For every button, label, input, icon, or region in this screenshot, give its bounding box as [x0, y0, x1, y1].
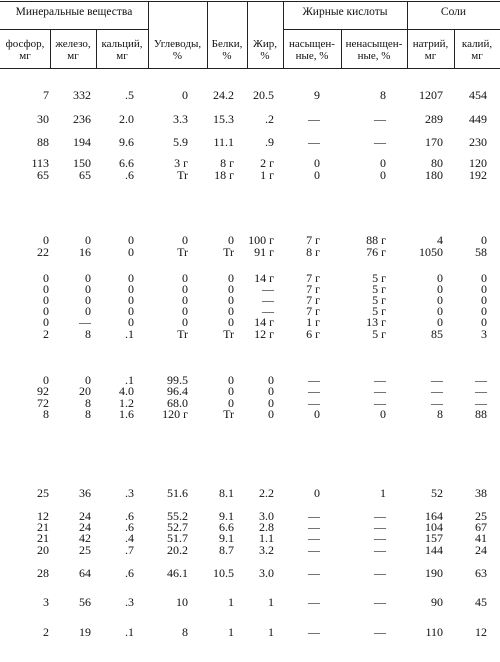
cell-fat: 1: [268, 625, 274, 639]
cell-protein: Tr: [223, 407, 234, 421]
cell-fat: 0: [268, 384, 274, 398]
cell-carbs: 20.2: [167, 543, 188, 557]
cell-iron: 19: [79, 625, 91, 639]
cell-fat: 3.2: [259, 543, 274, 557]
cell-fat: 14 г: [254, 315, 274, 329]
cell-unsaturated: —: [374, 595, 386, 609]
cell-iron: 8: [85, 327, 91, 341]
cell-unsaturated: —: [374, 531, 386, 545]
column-header-saturated: [283, 38, 341, 62]
cell-sodium: 0: [437, 271, 443, 285]
column-header-line: мг: [424, 50, 437, 62]
cell-unsaturated: —: [374, 520, 386, 534]
cell-fat: 91 г: [254, 245, 274, 259]
cell-carbs: 51.6: [167, 486, 188, 500]
column-header-line: %: [260, 50, 270, 62]
group-header-fatty-acids: Жирные кислоты: [302, 6, 388, 18]
cell-iron: 64: [79, 566, 91, 580]
cell-protein: 24.2: [213, 88, 234, 102]
column-header-line: ные, %: [357, 50, 391, 62]
cell-saturated: 7 г: [306, 233, 320, 247]
cell-calcium: .3: [125, 595, 134, 609]
cell-protein: 10.5: [213, 566, 234, 580]
cell-carbs: Tr: [177, 327, 188, 341]
cell-unsaturated: 5 г: [372, 327, 386, 341]
cell-phosphorus: 72: [37, 396, 49, 410]
cell-fat: —: [262, 304, 274, 318]
cell-protein: 0: [228, 396, 234, 410]
cell-fat: 0: [268, 407, 274, 421]
cell-unsaturated: —: [374, 509, 386, 523]
cell-iron: 24: [79, 520, 91, 534]
cell-unsaturated: 5 г: [372, 293, 386, 307]
column-header-calcium: [96, 38, 148, 62]
cell-phosphorus: 25: [37, 486, 49, 500]
cell-fat: 2.2: [259, 486, 274, 500]
cell-saturated: 7 г: [306, 293, 320, 307]
cell-fat: 1.1: [259, 531, 274, 545]
cell-potassium: 0: [481, 315, 487, 329]
cell-potassium: 38: [475, 486, 487, 500]
cell-saturated: —: [308, 373, 320, 387]
cell-iron: 0: [85, 304, 91, 318]
cell-calcium: 9.6: [119, 135, 134, 149]
cell-potassium: 88: [475, 407, 487, 421]
cell-potassium: 0: [481, 293, 487, 307]
cell-saturated: —: [308, 384, 320, 398]
cell-protein: 15.3: [213, 112, 234, 126]
column-header-fat: [247, 38, 283, 62]
column-header-protein: [207, 38, 247, 62]
cell-sodium: 85: [431, 327, 443, 341]
cell-iron: 36: [79, 486, 91, 500]
cell-carbs: 0: [182, 88, 188, 102]
cell-calcium: .1: [125, 625, 134, 639]
cell-iron: 194: [73, 135, 91, 149]
cell-sodium: 90: [431, 595, 443, 609]
cell-unsaturated: 8: [380, 88, 386, 102]
cell-protein: 0: [228, 373, 234, 387]
cell-phosphorus: 22: [37, 245, 49, 259]
cell-phosphorus: 0: [43, 293, 49, 307]
cell-sodium: 0: [437, 315, 443, 329]
cell-unsaturated: 0: [380, 156, 386, 170]
cell-iron: 8: [85, 407, 91, 421]
cell-sodium: 190: [425, 566, 443, 580]
cell-sodium: 1207: [419, 88, 443, 102]
cell-protein: 9.1: [219, 531, 234, 545]
cell-phosphorus: 8: [43, 407, 49, 421]
cell-sodium: 144: [425, 543, 443, 557]
cell-carbs: 0: [182, 282, 188, 296]
cell-sodium: 289: [425, 112, 443, 126]
cell-iron: 0: [85, 271, 91, 285]
cell-sodium: 110: [425, 625, 443, 639]
cell-iron: 42: [79, 531, 91, 545]
cell-calcium: .1: [125, 373, 134, 387]
cell-fat: 0: [268, 373, 274, 387]
cell-unsaturated: —: [374, 384, 386, 398]
cell-phosphorus: 21: [37, 520, 49, 534]
cell-sodium: —: [431, 373, 443, 387]
cell-unsaturated: 0: [380, 168, 386, 182]
cell-unsaturated: 1: [380, 486, 386, 500]
cell-iron: 0: [85, 233, 91, 247]
column-header-sodium: [407, 38, 454, 62]
cell-phosphorus: 21: [37, 531, 49, 545]
cell-phosphorus: 0: [43, 373, 49, 387]
cell-fat: 2 г: [260, 156, 274, 170]
column-header-line: %: [222, 50, 232, 62]
cell-saturated: —: [308, 520, 320, 534]
cell-protein: Tr: [223, 327, 234, 341]
cell-fat: 3.0: [259, 566, 274, 580]
column-header-line: фосфор,: [5, 38, 45, 50]
cell-potassium: 0: [481, 233, 487, 247]
column-header-line: ненасыщен-: [345, 38, 403, 50]
cell-protein: 8.1: [219, 486, 234, 500]
cell-iron: 20: [79, 384, 91, 398]
cell-phosphorus: 2: [43, 327, 49, 341]
cell-phosphorus: 12: [37, 509, 49, 523]
header-bottom-rule: [0, 68, 500, 69]
cell-protein: 0: [228, 271, 234, 285]
cell-sodium: 0: [437, 282, 443, 296]
cell-potassium: —: [475, 396, 487, 410]
cell-protein: 0: [228, 282, 234, 296]
cell-fat: 1: [268, 595, 274, 609]
cell-protein: 0: [228, 304, 234, 318]
cell-potassium: 67: [475, 520, 487, 534]
cell-fat: 100 г: [248, 233, 274, 247]
cell-protein: 8.7: [219, 543, 234, 557]
column-header-line: Углеводы,: [153, 38, 202, 50]
cell-protein: 11.1: [213, 135, 234, 149]
cell-fat: —: [262, 293, 274, 307]
column-header-line: калий,: [461, 38, 493, 50]
cell-carbs: 5.9: [173, 135, 188, 149]
cell-calcium: .6: [125, 168, 134, 182]
cell-sodium: 104: [425, 520, 443, 534]
cell-calcium: 0: [128, 271, 134, 285]
cell-calcium: 0: [128, 304, 134, 318]
cell-iron: 25: [79, 543, 91, 557]
cell-carbs: Tr: [177, 168, 188, 182]
cell-fat: 3.0: [259, 509, 274, 523]
cell-calcium: 0: [128, 293, 134, 307]
cell-phosphorus: 30: [37, 112, 49, 126]
cell-iron: 0: [85, 293, 91, 307]
cell-potassium: 63: [475, 566, 487, 580]
cell-potassium: 0: [481, 304, 487, 318]
cell-sodium: —: [431, 396, 443, 410]
cell-saturated: 9: [314, 88, 320, 102]
cell-sodium: 4: [437, 233, 443, 247]
column-header-line: железо,: [55, 38, 91, 50]
group-header-salts: Соли: [440, 6, 467, 18]
column-header-line: ные, %: [295, 50, 329, 62]
cell-phosphorus: 92: [37, 384, 49, 398]
cell-calcium: .6: [125, 566, 134, 580]
cell-iron: 0: [85, 373, 91, 387]
cell-phosphorus: 88: [37, 135, 49, 149]
cell-calcium: 6.6: [119, 156, 134, 170]
group-header-rule: [0, 29, 148, 30]
cell-iron: 150: [73, 156, 91, 170]
cell-carbs: 46.1: [167, 566, 188, 580]
cell-calcium: 4.0: [119, 384, 134, 398]
cell-phosphorus: 0: [43, 271, 49, 285]
cell-protein: 0: [228, 233, 234, 247]
cell-fat: 12 г: [254, 327, 274, 341]
column-header-line: насыщен-: [289, 38, 335, 50]
cell-phosphorus: 20: [37, 543, 49, 557]
cell-potassium: 0: [481, 282, 487, 296]
cell-carbs: 99.5: [167, 373, 188, 387]
cell-iron: 24: [79, 509, 91, 523]
cell-sodium: 1050: [419, 245, 443, 259]
cell-saturated: —: [308, 625, 320, 639]
cell-saturated: 7 г: [306, 282, 320, 296]
cell-saturated: —: [308, 566, 320, 580]
cell-potassium: 58: [475, 245, 487, 259]
cell-fat: —: [262, 282, 274, 296]
cell-unsaturated: 5 г: [372, 282, 386, 296]
cell-carbs: 0: [182, 304, 188, 318]
cell-unsaturated: 76 г: [366, 245, 386, 259]
cell-unsaturated: —: [374, 373, 386, 387]
column-header-line: натрий,: [412, 38, 449, 50]
cell-calcium: 0: [128, 282, 134, 296]
cell-calcium: .4: [125, 531, 134, 545]
cell-protein: 8 г: [220, 156, 234, 170]
cell-fat: 2.8: [259, 520, 274, 534]
cell-sodium: 180: [425, 168, 443, 182]
cell-protein: Tr: [223, 245, 234, 259]
cell-saturated: —: [308, 543, 320, 557]
cell-carbs: 0: [182, 293, 188, 307]
cell-calcium: 0: [128, 315, 134, 329]
cell-unsaturated: 5 г: [372, 304, 386, 318]
cell-saturated: —: [308, 531, 320, 545]
cell-carbs: 55.2: [167, 509, 188, 523]
cell-unsaturated: —: [374, 112, 386, 126]
cell-protein: 0: [228, 315, 234, 329]
cell-calcium: 0: [128, 245, 134, 259]
cell-unsaturated: —: [374, 135, 386, 149]
column-header-line: %: [172, 50, 183, 62]
group-header-minerals: Минеральные вещества: [15, 6, 133, 18]
cell-unsaturated: 88 г: [366, 233, 386, 247]
cell-carbs: 0: [182, 271, 188, 285]
cell-carbs: 8: [182, 625, 188, 639]
cell-phosphorus: 0: [43, 282, 49, 296]
cell-phosphorus: 28: [37, 566, 49, 580]
cell-carbs: 120 г: [162, 407, 188, 421]
column-header-line: Жир,: [253, 38, 277, 50]
cell-protein: 18 г: [214, 168, 234, 182]
cell-carbs: 0: [182, 233, 188, 247]
cell-potassium: 230: [469, 135, 487, 149]
cell-fat: 20.5: [253, 88, 274, 102]
cell-carbs: 96.4: [167, 384, 188, 398]
column-header-iron: [50, 38, 96, 62]
cell-fat: .9: [265, 135, 274, 149]
cell-potassium: 120: [469, 156, 487, 170]
column-header-unsaturated: [341, 38, 407, 62]
cell-carbs: Tr: [177, 245, 188, 259]
cell-iron: —: [79, 315, 91, 329]
cell-protein: 9.1: [219, 509, 234, 523]
cell-saturated: —: [308, 509, 320, 523]
cell-carbs: 52.7: [167, 520, 188, 534]
cell-protein: 0: [228, 293, 234, 307]
column-header-line: мг: [19, 50, 31, 62]
cell-potassium: 25: [475, 509, 487, 523]
column-header-potassium: [454, 38, 500, 62]
cell-iron: 65: [79, 168, 91, 182]
cell-unsaturated: —: [374, 625, 386, 639]
cell-sodium: 80: [431, 156, 443, 170]
cell-carbs: 51.7: [167, 531, 188, 545]
cell-fat: .2: [265, 112, 274, 126]
cell-potassium: —: [475, 384, 487, 398]
cell-phosphorus: 65: [37, 168, 49, 182]
cell-iron: 332: [73, 88, 91, 102]
column-header-line: мг: [116, 50, 128, 62]
cell-potassium: 192: [469, 168, 487, 182]
cell-fat: 0: [268, 396, 274, 410]
cell-phosphorus: 0: [43, 315, 49, 329]
cell-saturated: 7 г: [306, 304, 320, 318]
cell-calcium: .3: [125, 486, 134, 500]
cell-iron: 0: [85, 282, 91, 296]
cell-protein: 0: [228, 384, 234, 398]
cell-calcium: 1.2: [119, 396, 134, 410]
column-header-line: Белки,: [211, 38, 243, 50]
cell-potassium: 454: [469, 88, 487, 102]
cell-iron: 236: [73, 112, 91, 126]
cell-sodium: —: [431, 384, 443, 398]
cell-sodium: 0: [437, 293, 443, 307]
cell-sodium: 170: [425, 135, 443, 149]
column-header-line: кальций,: [101, 38, 143, 50]
cell-unsaturated: —: [374, 566, 386, 580]
cell-protein: 1: [228, 625, 234, 639]
cell-potassium: 3: [481, 327, 487, 341]
cell-sodium: 157: [425, 531, 443, 545]
cell-saturated: 6 г: [306, 327, 320, 341]
cell-potassium: 24: [475, 543, 487, 557]
cell-potassium: —: [475, 373, 487, 387]
cell-phosphorus: 0: [43, 233, 49, 247]
cell-potassium: 449: [469, 112, 487, 126]
cell-phosphorus: 7: [43, 88, 49, 102]
cell-carbs: 0: [182, 315, 188, 329]
cell-saturated: 1 г: [306, 315, 320, 329]
cell-calcium: .6: [125, 509, 134, 523]
cell-unsaturated: 13 г: [366, 315, 386, 329]
column-header-line: мг: [67, 50, 79, 62]
cell-saturated: 8 г: [306, 245, 320, 259]
cell-potassium: 45: [475, 595, 487, 609]
cell-phosphorus: 113: [31, 156, 49, 170]
cell-saturated: —: [308, 595, 320, 609]
cell-saturated: 0: [314, 168, 320, 182]
cell-carbs: 3 г: [174, 156, 188, 170]
cell-unsaturated: —: [374, 543, 386, 557]
cell-phosphorus: 2: [43, 625, 49, 639]
cell-unsaturated: —: [374, 396, 386, 410]
cell-calcium: 2.0: [119, 112, 134, 126]
cell-saturated: 7 г: [306, 271, 320, 285]
cell-protein: 6.6: [219, 520, 234, 534]
cell-calcium: .7: [125, 543, 134, 557]
cell-sodium: 164: [425, 509, 443, 523]
cell-unsaturated: 5 г: [372, 271, 386, 285]
cell-unsaturated: 0: [380, 407, 386, 421]
cell-carbs: 3.3: [173, 112, 188, 126]
column-header-line: мг: [471, 50, 483, 62]
cell-saturated: 0: [314, 486, 320, 500]
cell-saturated: 0: [314, 407, 320, 421]
cell-saturated: —: [308, 112, 320, 126]
cell-calcium: .6: [125, 520, 134, 534]
cell-calcium: 0: [128, 233, 134, 247]
cell-saturated: —: [308, 135, 320, 149]
column-header-carbs: [148, 38, 207, 62]
cell-fat: 14 г: [254, 271, 274, 285]
cell-iron: 56: [79, 595, 91, 609]
column-header-phosphorus: [0, 38, 50, 62]
cell-sodium: 8: [437, 407, 443, 421]
cell-sodium: 52: [431, 486, 443, 500]
cell-iron: 8: [85, 396, 91, 410]
cell-fat: 1 г: [260, 168, 274, 182]
cell-carbs: 10: [176, 595, 188, 609]
table-top-rule: [0, 1, 500, 2]
cell-saturated: —: [308, 396, 320, 410]
cell-calcium: .1: [125, 327, 134, 341]
cell-carbs: 68.0: [167, 396, 188, 410]
cell-phosphorus: 3: [43, 595, 49, 609]
cell-potassium: 12: [475, 625, 487, 639]
group-header-rule: [283, 29, 500, 30]
cell-calcium: 1.6: [119, 407, 134, 421]
cell-protein: 1: [228, 595, 234, 609]
cell-sodium: 0: [437, 304, 443, 318]
cell-phosphorus: 0: [43, 304, 49, 318]
cell-saturated: 0: [314, 156, 320, 170]
cell-iron: 16: [79, 245, 91, 259]
cell-potassium: 0: [481, 271, 487, 285]
cell-potassium: 41: [475, 531, 487, 545]
cell-calcium: .5: [125, 88, 134, 102]
